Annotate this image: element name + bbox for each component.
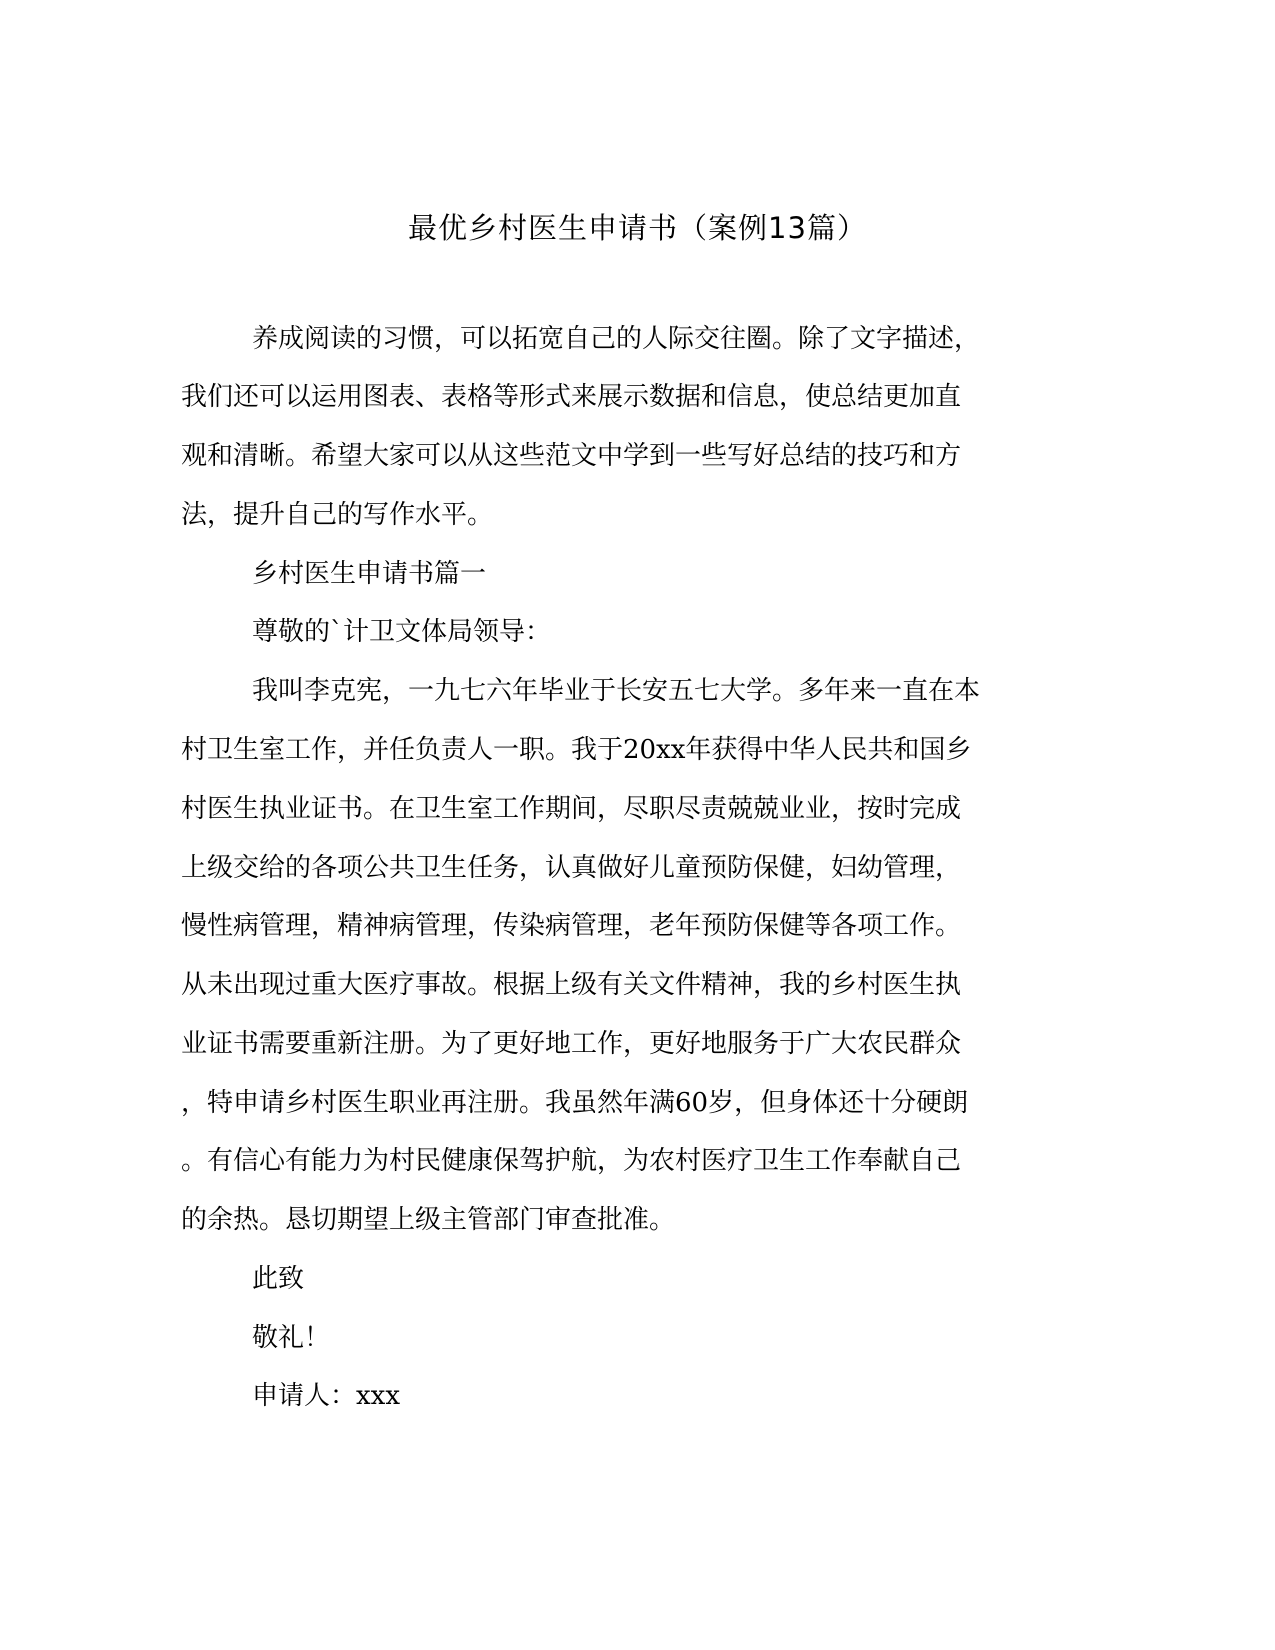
body-line-8: ，特申请乡村医生职业再注册。我虽然年满60岁，但身体还十分硬朗 [181, 1088, 969, 1118]
body-line-5: 慢性病管理，精神病管理，传染病管理，老年预防保健等各项工作。 [181, 911, 962, 941]
intro-line-1: 养成阅读的习惯，可以拓宽自己的人际交往圈。除了文字描述， [252, 324, 981, 354]
salutation: 尊敬的`计卫文体局领导： [252, 617, 552, 647]
section-heading: 乡村医生申请书篇一 [252, 559, 487, 589]
intro-line-3: 观和清晰。希望大家可以从这些范文中学到一些写好总结的技巧和方 [181, 441, 962, 471]
body-line-1: 我叫李克宪，一九七六年毕业于长安五七大学。多年来一直在本 [252, 676, 981, 706]
body-line-6: 从未出现过重大医疗事故。根据上级有关文件精神，我的乡村医生执 [181, 970, 962, 1000]
applicant-line: 申请人：xxx [252, 1381, 400, 1411]
body-line-10: 的余热。恳切期望上级主管部门审查批准。 [181, 1205, 676, 1235]
body-line-3: 村医生执业证书。在卫生室工作期间，尽职尽责兢兢业业，按时完成 [181, 794, 962, 824]
body-line-7: 业证书需要重新注册。为了更好地工作，更好地服务于广大农民群众 [181, 1029, 962, 1059]
closing-line-2: 敬礼！ [252, 1323, 331, 1353]
intro-line-4: 法，提升自己的写作水平。 [181, 500, 494, 530]
body-line-4: 上级交给的各项公共卫生任务，认真做好儿童预防保健，妇幼管理， [181, 853, 962, 883]
closing-line-1: 此致 [252, 1264, 305, 1294]
body-line-9: 。有信心有能力为村民健康保驾护航，为农村医疗卫生工作奉献自己 [181, 1146, 962, 1176]
document-title: 最优乡村医生申请书（案例13篇） [408, 211, 867, 245]
body-line-2: 村卫生室工作，并任负责人一职。我于20xx年获得中华人民共和国乡 [181, 735, 972, 765]
intro-line-2: 我们还可以运用图表、表格等形式来展示数据和信息，使总结更加直 [181, 382, 962, 412]
